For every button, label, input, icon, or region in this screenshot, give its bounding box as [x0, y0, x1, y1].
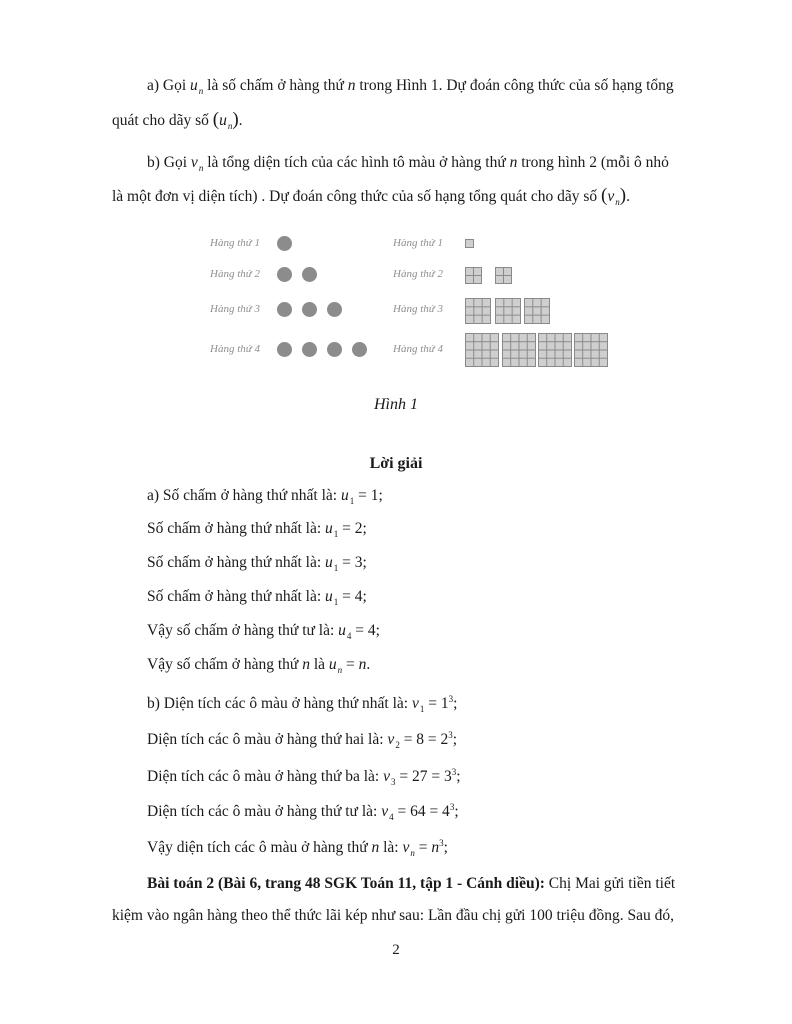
- part-a-line1: a) Gọi $u_n$ là số chấm ở hàng thứ n trong Hình 1. Dự đoán công thức của số hạng tổng: [147, 77, 674, 96]
- var-u: u: [190, 77, 198, 94]
- solution-a-conclusion: Vậy số chấm ở hàng thứ n là $u_n = n$.: [147, 656, 371, 675]
- solution-a-line: Số chấm ở hàng thứ nhất là: $u_1 = 2$;: [147, 520, 367, 539]
- dot: [302, 302, 317, 317]
- dot: [277, 342, 292, 357]
- grid-square: [465, 333, 499, 367]
- grid-square: [465, 239, 474, 248]
- solution-b-line: Diện tích các ô màu ở hàng thứ tư là: $v_4 = 64 = 4^3$;: [147, 802, 459, 822]
- solution-a-line: Vậy số chấm ở hàng thứ tư là: $u_4 = 4$;: [147, 622, 380, 641]
- solution-a-line: Số chấm ở hàng thứ nhất là: $u_1 = 4$;: [147, 588, 367, 607]
- solution-b-line: Diện tích các ô màu ở hàng thứ ba là: $v_3 = 27 = 3^3$;: [147, 767, 461, 787]
- part-b-line2: là một đơn vị diện tích) . Dự đoán công thức của số hạng tổng quát cho dãy số $(v_n)$.: [112, 185, 630, 207]
- right-row-label: Hàng thứ 3: [393, 303, 443, 315]
- solution-b-line: Diện tích các ô màu ở hàng thứ hai là: $v_2 = 8 = 2^3$;: [147, 730, 458, 750]
- right-row-label: Hàng thứ 4: [393, 343, 443, 355]
- grid-square: [574, 333, 608, 367]
- dot: [302, 267, 317, 282]
- dot: [277, 236, 292, 251]
- problem2-title: Bài toán 2 (Bài 6, trang 48 SGK Toán 11, tập 1 - Cánh diều):: [147, 875, 545, 892]
- grid-square: [495, 298, 521, 324]
- left-row-label: Hàng thứ 4: [210, 343, 260, 355]
- grid-square: [465, 267, 482, 284]
- figure-caption: Hình 1: [374, 396, 418, 413]
- dot: [277, 302, 292, 317]
- part-a-line2: quát cho dãy số $(u_n)$.: [112, 109, 243, 131]
- left-row-label: Hàng thứ 2: [210, 268, 260, 280]
- problem2-line1: Bài toán 2 (Bài 6, trang 48 SGK Toán 11, tập 1 - Cánh diều): Chị Mai gửi tiền tiết: [147, 875, 676, 892]
- grid-square: [502, 333, 536, 367]
- grid-square: [495, 267, 512, 284]
- right-row-label: Hàng thứ 2: [393, 268, 443, 280]
- part-b-line1: b) Gọi $v_n$ là tổng diện tích của các hình tô màu ở hàng thứ n trong hình 2 (mỗi ô nhỏ: [147, 154, 669, 173]
- left-row-label: Hàng thứ 3: [210, 303, 260, 315]
- dot: [327, 302, 342, 317]
- dot: [327, 342, 342, 357]
- solution-heading: Lời giải: [369, 455, 423, 472]
- page-number: 2: [392, 942, 400, 958]
- grid-square: [465, 298, 491, 324]
- solution-b-conclusion: Vậy diện tích các ô màu ở hàng thứ n là: $v_n = n^3$;: [147, 838, 448, 858]
- solution-a-line: Số chấm ở hàng thứ nhất là: $u_1 = 3$;: [147, 554, 367, 573]
- right-row-label: Hàng thứ 1: [393, 237, 443, 249]
- grid-square: [524, 298, 550, 324]
- left-row-label: Hàng thứ 1: [210, 237, 260, 249]
- problem2-line2: kiệm vào ngân hàng theo thể thức lãi kép như sau: Lần đầu chị gửi 100 triệu đồng. Sau đó,: [112, 907, 674, 924]
- dot: [352, 342, 367, 357]
- grid-square: [538, 333, 572, 367]
- dot: [302, 342, 317, 357]
- solution-b-line: b) Diện tích các ô màu ở hàng thứ nhất là: $v_1 = 1^3$;: [147, 694, 458, 714]
- solution-a-line: a) Số chấm ở hàng thứ nhất là: $u_1 = 1$;: [147, 487, 383, 506]
- dot: [277, 267, 292, 282]
